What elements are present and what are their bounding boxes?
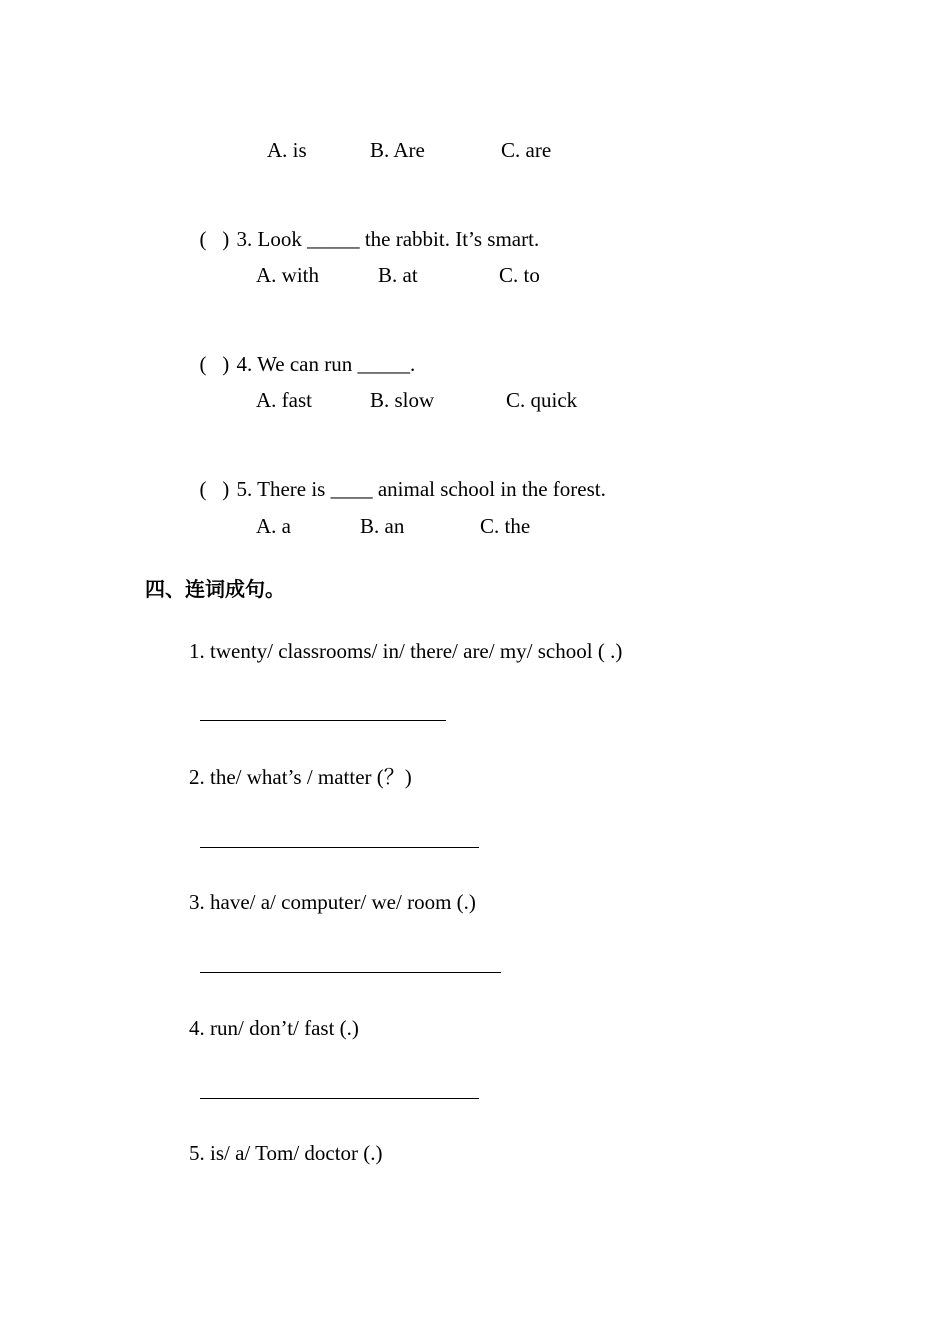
answer-paren: ( ) [199, 352, 230, 376]
reorder-item-3: 3. have/ a/ computer/ we/ room (.) [189, 890, 476, 914]
section-four-heading: 四、连词成句。 [145, 577, 285, 601]
q2-option-a: A. is [267, 138, 307, 162]
answer-blank-3[interactable] [200, 972, 501, 973]
answer-blank-1[interactable] [200, 720, 446, 721]
q4-option-c: C. quick [506, 388, 578, 412]
q5-option-a: A. a [256, 514, 291, 538]
q3-option-c: C. to [499, 263, 540, 287]
question-5-text: 5. There is ____ animal school in the forest. [236, 477, 606, 501]
answer-paren: ( ) [199, 477, 230, 501]
question-3 [189, 200, 539, 252]
reorder-item-5: 5. is/ a/ Tom/ doctor (.) [189, 1141, 383, 1165]
q4-option-a: A. fast [256, 388, 312, 412]
question-5 [189, 450, 606, 502]
question-4-text: 4. We can run _____. [236, 352, 416, 376]
reorder-item-2: 2. the/ what’s / matter (？) [189, 765, 412, 789]
reorder-item-4: 4. run/ don’t/ fast (.) [189, 1016, 359, 1040]
reorder-item-1: 1. twenty/ classrooms/ in/ there/ are/ my/ school ( .) [189, 639, 623, 663]
q2-option-b: B. Are [370, 138, 425, 162]
question-4 [189, 325, 415, 377]
answer-blank-2[interactable] [200, 847, 479, 848]
q4-option-b: B. slow [370, 388, 435, 412]
q5-option-c: C. the [480, 514, 531, 538]
q2-option-c: C. are [501, 138, 552, 162]
q3-option-a: A. with [256, 263, 319, 287]
answer-paren: ( ) [199, 227, 230, 251]
question-3-text: 3. Look _____ the rabbit. It’s smart. [236, 227, 540, 251]
q3-option-b: B. at [378, 263, 418, 287]
q5-option-b: B. an [360, 514, 405, 538]
answer-blank-4[interactable] [200, 1098, 479, 1099]
